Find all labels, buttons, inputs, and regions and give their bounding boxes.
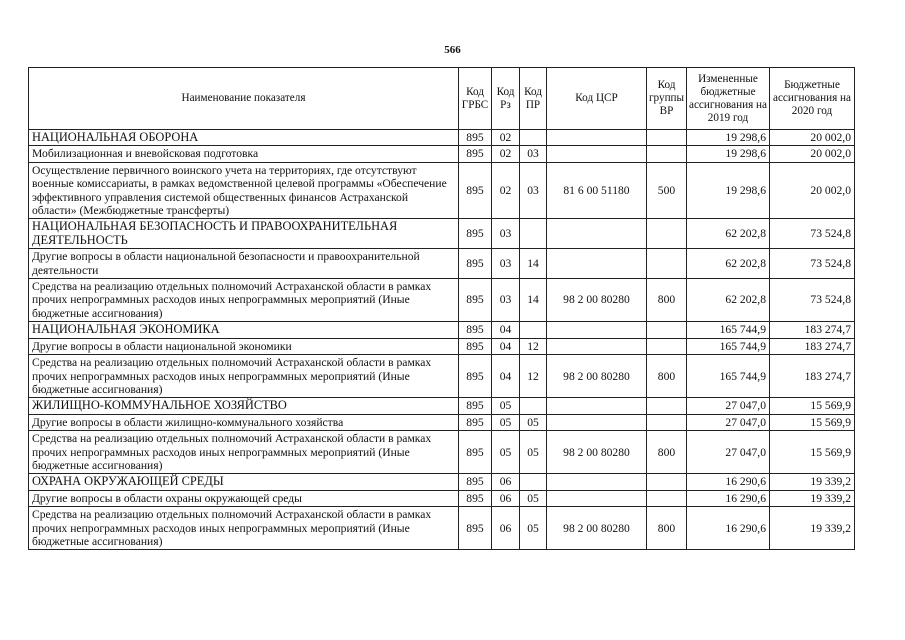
row-rz: 06 xyxy=(492,507,520,550)
row-pr: 12 xyxy=(520,355,547,398)
table-row xyxy=(29,355,855,398)
row-csr xyxy=(547,249,647,279)
row-amount-2020: 15 569,9 xyxy=(770,398,855,414)
row-amount-2019: 27 047,0 xyxy=(687,414,770,430)
row-grbs: 895 xyxy=(459,322,492,338)
row-grbs: 895 xyxy=(459,162,492,219)
row-name: Другие вопросы в области охраны окружающей среды xyxy=(29,490,459,506)
row-rz: 03 xyxy=(492,279,520,322)
row-rz: 06 xyxy=(492,490,520,506)
row-pr: 05 xyxy=(520,431,547,474)
row-name: НАЦИОНАЛЬНАЯ ЭКОНОМИКА xyxy=(29,322,459,338)
row-grbs: 895 xyxy=(459,507,492,550)
row-pr: 03 xyxy=(520,162,547,219)
row-grbs: 895 xyxy=(459,219,492,249)
row-rz: 05 xyxy=(492,398,520,414)
row-rz: 03 xyxy=(492,249,520,279)
row-vr xyxy=(647,219,687,249)
row-amount-2019: 62 202,8 xyxy=(687,279,770,322)
header-2019: Измененные бюджетные ассигнования на 2019 год xyxy=(687,68,770,130)
row-csr xyxy=(547,219,647,249)
row-name: НАЦИОНАЛЬНАЯ БЕЗОПАСНОСТЬ И ПРАВООХРАНИТЕЛЬНАЯ ДЕЯТЕЛЬНОСТЬ xyxy=(29,219,459,249)
row-name: Средства на реализацию отдельных полномочий Астраханской области в рамках прочих непрограммных расходов иных непрограммных мероприятий (Иные бюджетные ассигнования) xyxy=(29,355,459,398)
row-amount-2020: 73 524,8 xyxy=(770,279,855,322)
row-pr xyxy=(520,130,547,146)
row-name: Другие вопросы в области национальной экономики xyxy=(29,338,459,354)
row-amount-2020: 15 569,9 xyxy=(770,431,855,474)
header-rz: Код Рз xyxy=(492,68,520,130)
row-amount-2019: 16 290,6 xyxy=(687,490,770,506)
header-csr: Код ЦСР xyxy=(547,68,647,130)
row-amount-2020: 19 339,2 xyxy=(770,474,855,490)
row-amount-2019: 19 298,6 xyxy=(687,162,770,219)
row-amount-2020: 20 002,0 xyxy=(770,130,855,146)
row-rz: 02 xyxy=(492,146,520,162)
header-grbs: Код ГРБС xyxy=(459,68,492,130)
row-rz: 02 xyxy=(492,162,520,219)
table-row xyxy=(29,507,855,550)
row-amount-2019: 165 744,9 xyxy=(687,338,770,354)
row-grbs: 895 xyxy=(459,279,492,322)
row-pr xyxy=(520,398,547,414)
table-row xyxy=(29,249,855,279)
row-amount-2020: 20 002,0 xyxy=(770,146,855,162)
row-csr xyxy=(547,490,647,506)
row-csr xyxy=(547,414,647,430)
row-grbs: 895 xyxy=(459,146,492,162)
table-row xyxy=(29,490,855,506)
row-amount-2019: 27 047,0 xyxy=(687,398,770,414)
row-grbs: 895 xyxy=(459,355,492,398)
table-header-row xyxy=(29,68,855,130)
table-row xyxy=(29,398,855,414)
table-row xyxy=(29,130,855,146)
row-vr xyxy=(647,490,687,506)
row-name: Другие вопросы в области жилищно-коммунального хозяйства xyxy=(29,414,459,430)
row-csr: 98 2 00 80280 xyxy=(547,431,647,474)
row-pr: 05 xyxy=(520,414,547,430)
row-amount-2019: 19 298,6 xyxy=(687,146,770,162)
row-amount-2019: 165 744,9 xyxy=(687,322,770,338)
row-amount-2019: 62 202,8 xyxy=(687,249,770,279)
row-csr: 98 2 00 80280 xyxy=(547,507,647,550)
page-number: 566 xyxy=(444,44,461,56)
row-name: Средства на реализацию отдельных полномочий Астраханской области в рамках прочих непрограммных расходов иных непрограммных мероприятий (Иные бюджетные ассигнования) xyxy=(29,431,459,474)
row-amount-2019: 27 047,0 xyxy=(687,431,770,474)
row-amount-2020: 183 274,7 xyxy=(770,322,855,338)
row-rz: 02 xyxy=(492,130,520,146)
row-amount-2020: 183 274,7 xyxy=(770,338,855,354)
row-vr xyxy=(647,474,687,490)
row-csr: 98 2 00 80280 xyxy=(547,355,647,398)
row-name: Средства на реализацию отдельных полномочий Астраханской области в рамках прочих непрограммных расходов иных непрограммных мероприятий (Иные бюджетные ассигнования) xyxy=(29,507,459,550)
row-csr xyxy=(547,398,647,414)
row-rz: 04 xyxy=(492,355,520,398)
row-csr: 81 6 00 51180 xyxy=(547,162,647,219)
table-row xyxy=(29,322,855,338)
row-pr xyxy=(520,219,547,249)
row-name: НАЦИОНАЛЬНАЯ ОБОРОНА xyxy=(29,130,459,146)
row-pr: 05 xyxy=(520,490,547,506)
row-amount-2019: 62 202,8 xyxy=(687,219,770,249)
row-amount-2019: 16 290,6 xyxy=(687,474,770,490)
row-pr: 05 xyxy=(520,507,547,550)
row-amount-2019: 16 290,6 xyxy=(687,507,770,550)
row-name: Мобилизационная и вневойсковая подготовка xyxy=(29,146,459,162)
row-vr: 800 xyxy=(647,279,687,322)
table-row xyxy=(29,146,855,162)
row-pr xyxy=(520,474,547,490)
row-pr: 14 xyxy=(520,249,547,279)
row-name: ЖИЛИЩНО-КОММУНАЛЬНОЕ ХОЗЯЙСТВО xyxy=(29,398,459,414)
row-grbs: 895 xyxy=(459,431,492,474)
table-body xyxy=(29,130,855,550)
row-grbs: 895 xyxy=(459,338,492,354)
row-rz: 05 xyxy=(492,431,520,474)
row-grbs: 895 xyxy=(459,130,492,146)
row-vr xyxy=(647,130,687,146)
row-grbs: 895 xyxy=(459,490,492,506)
row-amount-2020: 19 339,2 xyxy=(770,490,855,506)
table-row xyxy=(29,431,855,474)
row-csr xyxy=(547,338,647,354)
row-amount-2020: 73 524,8 xyxy=(770,249,855,279)
header-name: Наименование показателя xyxy=(29,68,459,130)
row-amount-2020: 15 569,9 xyxy=(770,414,855,430)
row-vr xyxy=(647,338,687,354)
row-vr xyxy=(647,249,687,279)
table-row xyxy=(29,279,855,322)
row-vr xyxy=(647,414,687,430)
row-pr: 03 xyxy=(520,146,547,162)
table-row xyxy=(29,414,855,430)
row-name: Другие вопросы в области национальной безопасности и правоохранительной деятельности xyxy=(29,249,459,279)
row-pr: 12 xyxy=(520,338,547,354)
table-row xyxy=(29,162,855,219)
table-row xyxy=(29,219,855,249)
row-rz: 06 xyxy=(492,474,520,490)
header-vr: Код группы ВР xyxy=(647,68,687,130)
row-name: Средства на реализацию отдельных полномочий Астраханской области в рамках прочих непрограммных расходов иных непрограммных мероприятий (Иные бюджетные ассигнования) xyxy=(29,279,459,322)
budget-table xyxy=(28,67,855,550)
row-csr xyxy=(547,322,647,338)
row-name: ОХРАНА ОКРУЖАЮЩЕЙ СРЕДЫ xyxy=(29,474,459,490)
row-vr xyxy=(647,322,687,338)
row-vr xyxy=(647,146,687,162)
table-row xyxy=(29,338,855,354)
row-grbs: 895 xyxy=(459,414,492,430)
row-amount-2020: 73 524,8 xyxy=(770,219,855,249)
row-vr: 800 xyxy=(647,355,687,398)
row-csr xyxy=(547,130,647,146)
row-vr: 800 xyxy=(647,431,687,474)
row-name: Осуществление первичного воинского учета на территориях, где отсутствуют военные комиссариаты, в рамках ведомственной целевой программы «Обеспечение эффективного управления системой общественных финансов Астраханской области» (Межбюджетные трансферты) xyxy=(29,162,459,219)
row-csr: 98 2 00 80280 xyxy=(547,279,647,322)
row-amount-2019: 19 298,6 xyxy=(687,130,770,146)
row-csr xyxy=(547,146,647,162)
row-amount-2019: 165 744,9 xyxy=(687,355,770,398)
row-amount-2020: 20 002,0 xyxy=(770,162,855,219)
row-vr: 500 xyxy=(647,162,687,219)
row-grbs: 895 xyxy=(459,474,492,490)
row-amount-2020: 183 274,7 xyxy=(770,355,855,398)
row-grbs: 895 xyxy=(459,398,492,414)
row-rz: 03 xyxy=(492,219,520,249)
row-csr xyxy=(547,474,647,490)
row-pr: 14 xyxy=(520,279,547,322)
row-vr xyxy=(647,398,687,414)
header-pr: Код ПР xyxy=(520,68,547,130)
row-amount-2020: 19 339,2 xyxy=(770,507,855,550)
table-row xyxy=(29,474,855,490)
row-rz: 05 xyxy=(492,414,520,430)
row-grbs: 895 xyxy=(459,249,492,279)
row-rz: 04 xyxy=(492,322,520,338)
row-pr xyxy=(520,322,547,338)
row-rz: 04 xyxy=(492,338,520,354)
header-2020: Бюджетные ассигнования на 2020 год xyxy=(770,68,855,130)
row-vr: 800 xyxy=(647,507,687,550)
